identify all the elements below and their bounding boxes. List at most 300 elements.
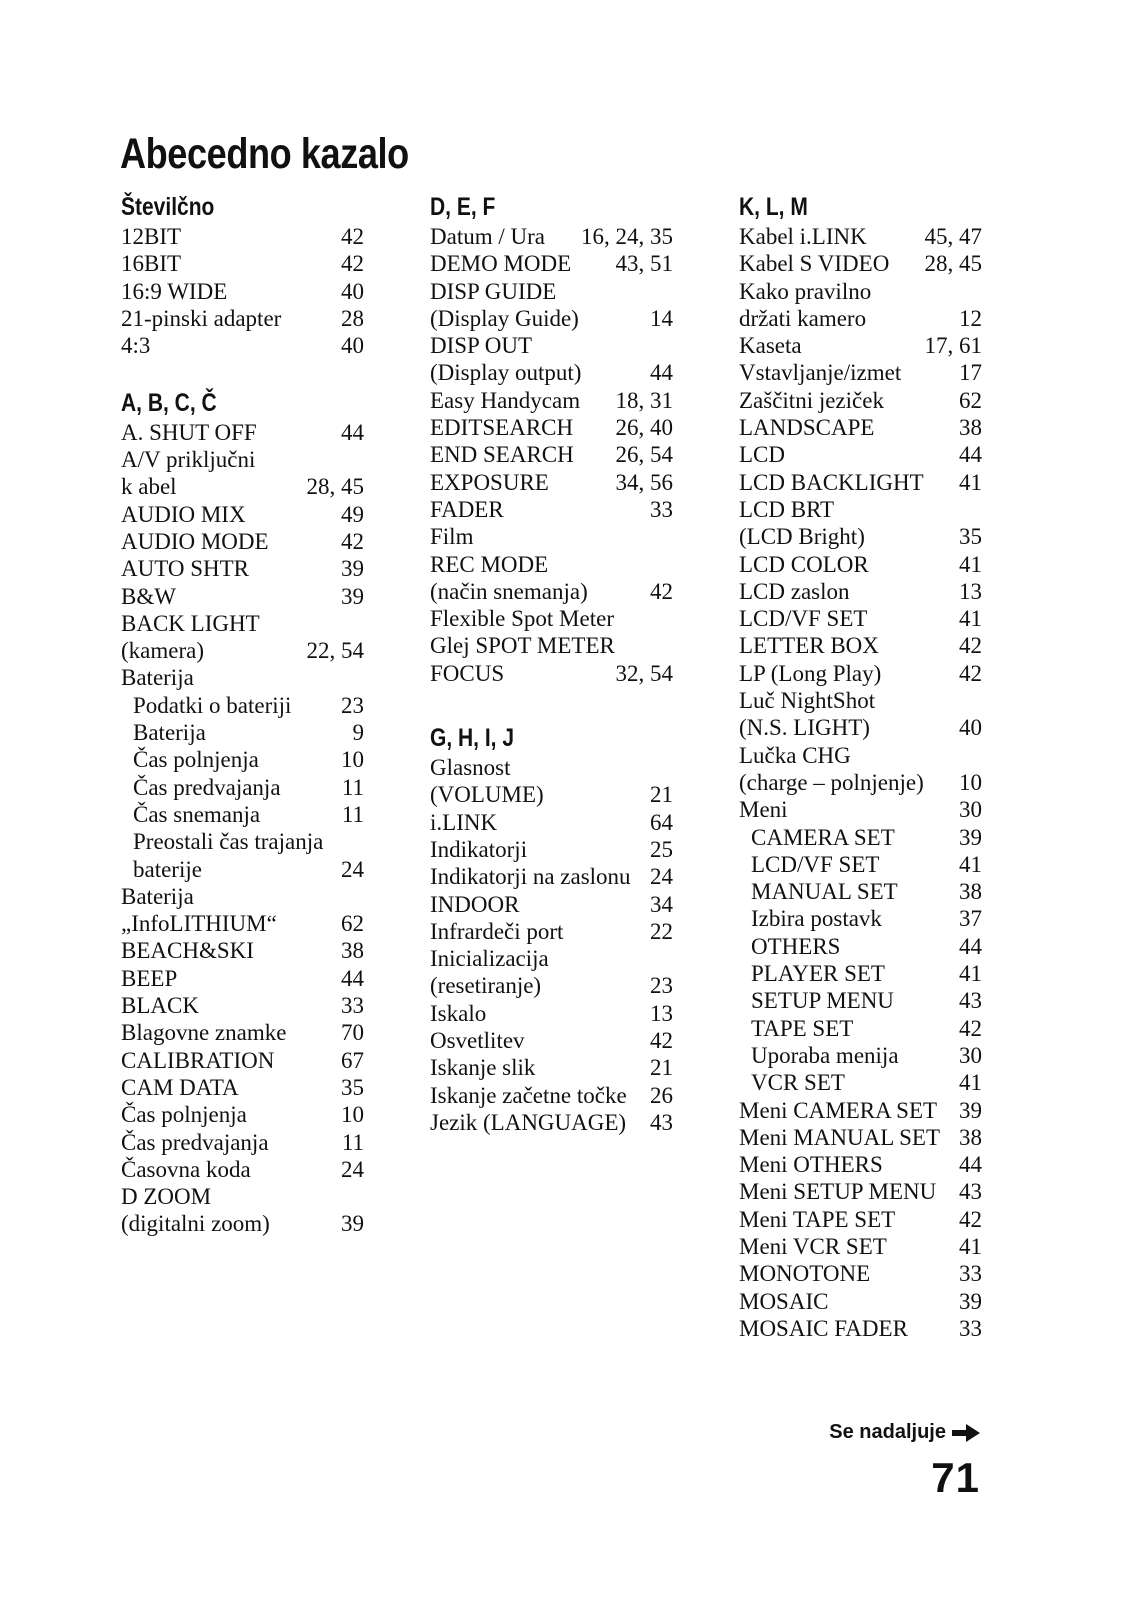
entry-term: Lučka CHG [739, 742, 851, 768]
index-entry [121, 992, 364, 1019]
index-entry [739, 332, 982, 359]
index-column-1 [121, 191, 364, 1238]
index-entry [121, 883, 364, 910]
index-entry [739, 1151, 982, 1178]
entry-term: Iskalo [430, 1000, 487, 1026]
entry-pages: 45, 47 [924, 224, 982, 249]
continued-label: Se nadaljuje [829, 1421, 946, 1443]
entry-pages: 70 [341, 1020, 364, 1046]
entry-pages: 44 [650, 360, 673, 386]
index-entry [121, 965, 364, 992]
entry-term: MONOTONE [739, 1261, 871, 1287]
entry-pages: 33 [959, 1261, 982, 1287]
entry-pages: 41 [959, 469, 982, 495]
entry-pages: 9 [352, 720, 364, 746]
entry-pages: 64 [650, 809, 673, 835]
index-subentry [121, 801, 364, 828]
entry-pages: 23 [341, 692, 364, 718]
entry-pages: 35 [959, 524, 982, 550]
entry-pages: 32, 54 [615, 660, 673, 686]
entry-term: VCR SET [751, 1070, 845, 1096]
entry-pages: 42 [959, 633, 982, 659]
entry-term: 4:3 [121, 333, 151, 359]
index-entry [739, 742, 982, 769]
index-entry [430, 278, 673, 305]
index-entry [430, 632, 673, 659]
entry-pages: 41 [959, 961, 982, 987]
index-entry [739, 523, 982, 550]
entry-term: Čas polnjenja [121, 1102, 247, 1128]
index-entry [430, 809, 673, 836]
entry-pages: 42 [959, 1015, 982, 1041]
entry-term: (Display Guide) [430, 305, 579, 331]
index-entry [121, 250, 364, 277]
index-entry [430, 469, 673, 496]
entry-pages: 43 [959, 1179, 982, 1205]
entry-term: Kako pravilno [739, 278, 872, 304]
index-entry [121, 583, 364, 610]
section-spacer [430, 687, 673, 722]
index-entry [121, 501, 364, 528]
page-number: 71 [931, 1454, 980, 1501]
entry-pages: 62 [341, 911, 364, 937]
entry-pages: 38 [341, 938, 364, 964]
entry-term: AUDIO MODE [121, 528, 269, 554]
entry-pages: 25 [650, 836, 673, 862]
entry-pages: 14 [650, 305, 673, 331]
entry-term: PLAYER SET [751, 961, 885, 987]
entry-term: Iskanje začetne točke [430, 1082, 627, 1108]
entry-term: LCD/VF SET [751, 851, 880, 877]
index-entry [430, 1082, 673, 1109]
entry-pages: 38 [959, 879, 982, 905]
index-entry [430, 387, 673, 414]
entry-term: Indikatorji na zaslonu [430, 864, 631, 890]
entry-pages: 24 [341, 1156, 364, 1182]
entry-term: Uporaba menija [751, 1042, 899, 1068]
entry-term: 21-pinski adapter [121, 305, 282, 331]
index-entry [739, 632, 982, 659]
entry-pages: 11 [341, 1129, 364, 1155]
entry-term: Meni CAMERA SET [739, 1097, 938, 1123]
entry-term: Podatki o bateriji [133, 692, 292, 718]
index-subentry [739, 1069, 982, 1096]
entry-term: Baterija [133, 720, 206, 746]
entry-term: Meni [739, 797, 788, 823]
entry-pages: 21 [650, 1055, 673, 1081]
entry-term: MANUAL SET [751, 879, 898, 905]
index-entry [739, 305, 982, 332]
entry-pages: 26, 40 [615, 415, 673, 441]
index-entry [430, 945, 673, 972]
index-entry [739, 605, 982, 632]
entry-pages: 24 [341, 856, 364, 882]
index-subentry [121, 828, 364, 855]
entry-term: (kamera) [121, 638, 204, 664]
section-heading: D, E, F [430, 193, 496, 221]
index-subentry [739, 878, 982, 905]
index-entry [430, 250, 673, 277]
entry-pages: 44 [959, 442, 982, 468]
section-heading: A, B, C, Č [121, 388, 217, 417]
entry-term: i.LINK [430, 809, 498, 835]
entry-term: Baterija [121, 665, 194, 691]
entry-term: držati kamero [739, 305, 867, 331]
index-entry [121, 637, 364, 664]
index-entry [739, 660, 982, 687]
index-entry [739, 796, 982, 823]
continued-indicator [829, 1421, 980, 1444]
entry-term: LCD BACKLIGHT [739, 469, 924, 495]
entry-term: (način snemanja) [430, 578, 588, 604]
entry-pages: 22 [650, 918, 673, 944]
index-entry [739, 687, 982, 714]
index-subentry [739, 933, 982, 960]
entry-term: Meni TAPE SET [739, 1206, 896, 1232]
entry-pages: 33 [341, 993, 364, 1019]
index-entry [430, 605, 673, 632]
entry-pages: 43 [650, 1109, 673, 1135]
entry-pages: 33 [959, 1315, 982, 1341]
entry-pages: 12 [959, 305, 982, 331]
index-entry [739, 469, 982, 496]
entry-pages: 44 [959, 1152, 982, 1178]
entry-term: Indikatorji [430, 836, 528, 862]
entry-term: (digitalni zoom) [121, 1211, 270, 1237]
index-subentry [739, 824, 982, 851]
index-entry [121, 1074, 364, 1101]
entry-term: FOCUS [430, 660, 505, 686]
index-entry [739, 278, 982, 305]
entry-term: MOSAIC [739, 1288, 829, 1314]
entry-term: FADER [430, 496, 504, 522]
index-entry [739, 1206, 982, 1233]
entry-term: INDOOR [430, 891, 520, 917]
entry-term: AUDIO MIX [121, 501, 246, 527]
index-entry [121, 937, 364, 964]
entry-term: Baterija [121, 883, 194, 909]
entry-pages: 40 [341, 278, 364, 304]
entry-term: Izbira postavk [751, 906, 882, 932]
index-entry [739, 578, 982, 605]
entry-pages: 16, 24, 35 [581, 224, 673, 249]
entry-pages: 44 [341, 419, 364, 445]
entry-pages: 11 [341, 774, 364, 800]
index-entry [739, 441, 982, 468]
index-entry [430, 1027, 673, 1054]
section-heading: K, L, M [739, 193, 808, 221]
entry-pages: 42 [341, 251, 364, 277]
index-entry [739, 714, 982, 741]
index-entry [430, 223, 673, 250]
index-entry [430, 551, 673, 578]
entry-term: Blagovne znamke [121, 1020, 287, 1046]
entry-pages: 44 [341, 965, 364, 991]
index-entry [739, 1288, 982, 1315]
index-entry [430, 441, 673, 468]
entry-pages: 39 [341, 556, 364, 582]
entry-term: BEACH&SKI [121, 938, 254, 964]
entry-term: Film [430, 524, 474, 550]
entry-pages: 67 [341, 1047, 364, 1073]
index-subentry [739, 905, 982, 932]
entry-term: baterije [133, 856, 202, 882]
entry-term: D ZOOM [121, 1184, 212, 1210]
entry-term: Čas polnjenja [133, 747, 259, 773]
entry-term: DEMO MODE [430, 251, 572, 277]
entry-term: k abel [121, 474, 177, 500]
entry-term: Meni SETUP MENU [739, 1179, 937, 1205]
index-entry [430, 523, 673, 550]
entry-pages: 41 [959, 1070, 982, 1096]
entry-term: Iskanje slik [430, 1055, 536, 1081]
index-entry [739, 387, 982, 414]
index-subentry [739, 987, 982, 1014]
entry-pages: 28 [341, 305, 364, 331]
entry-term: LANDSCAPE [739, 415, 875, 441]
entry-term: Osvetlitev [430, 1028, 525, 1054]
entry-pages: 37 [959, 906, 982, 932]
entry-pages: 22, 54 [306, 638, 364, 664]
index-entry [121, 278, 364, 305]
index-entry [430, 496, 673, 523]
index-subentry [121, 856, 364, 883]
index-entry [739, 551, 982, 578]
index-entry [739, 414, 982, 441]
entry-term: OTHERS [751, 933, 841, 959]
entry-term: Easy Handycam [430, 387, 581, 413]
entry-pages: 39 [341, 583, 364, 609]
entry-term: Inicializacija [430, 946, 549, 972]
index-entry [430, 1000, 673, 1027]
index-entry [430, 359, 673, 386]
entry-term: Zaščitni jeziček [739, 387, 884, 413]
entry-term: 16:9 WIDE [121, 278, 228, 304]
entry-term: Meni VCR SET [739, 1233, 887, 1259]
index-entry [121, 1047, 364, 1074]
index-entry [430, 660, 673, 687]
index-subentry [739, 960, 982, 987]
index-subentry [739, 1015, 982, 1042]
entry-term: Preostali čas trajanja [133, 829, 324, 855]
entry-term: Glasnost [430, 755, 511, 781]
index-entry [121, 1156, 364, 1183]
entry-pages: 43, 51 [615, 251, 673, 277]
entry-term: (LCD Bright) [739, 524, 865, 550]
entry-term: Glej SPOT METER [430, 633, 615, 659]
index-subentry [739, 851, 982, 878]
entry-pages: 17 [959, 360, 982, 386]
entry-pages: 44 [959, 933, 982, 959]
index-entry [430, 918, 673, 945]
index-entry [121, 555, 364, 582]
entry-term: DISP GUIDE [430, 278, 557, 304]
entry-pages: 10 [341, 747, 364, 773]
index-entry [739, 223, 982, 250]
entry-term: 12BIT [121, 224, 182, 249]
entry-pages: 39 [959, 1097, 982, 1123]
index-entry [430, 578, 673, 605]
entry-term: CALIBRATION [121, 1047, 275, 1073]
entry-pages: 41 [959, 1233, 982, 1259]
entry-term: Čas predvajanja [133, 774, 281, 800]
index-entry [739, 359, 982, 386]
section-spacer [121, 359, 364, 386]
index-entry [121, 305, 364, 332]
entry-term: Čas predvajanja [121, 1129, 269, 1155]
entry-term: DISP OUT [430, 333, 533, 359]
entry-pages: 41 [959, 851, 982, 877]
index-entry [739, 1260, 982, 1287]
index-entry [430, 781, 673, 808]
entry-term: (charge – polnjenje) [739, 769, 924, 795]
entry-pages: 42 [341, 528, 364, 554]
entry-pages: 40 [959, 715, 982, 741]
index-entry [430, 972, 673, 999]
entry-pages: 21 [650, 782, 673, 808]
entry-term: TAPE SET [751, 1015, 854, 1041]
section-heading: G, H, I, J [430, 724, 515, 753]
entry-term: LP (Long Play) [739, 660, 882, 686]
entry-pages: 42 [650, 1028, 673, 1054]
entry-term: Meni MANUAL SET [739, 1124, 941, 1150]
entry-pages: 39 [959, 1288, 982, 1314]
index-column-3 [739, 191, 982, 1342]
entry-term: EDITSEARCH [430, 415, 574, 441]
entry-term: 16BIT [121, 251, 182, 277]
index-entry [121, 1019, 364, 1046]
entry-term: Meni OTHERS [739, 1152, 883, 1178]
entry-term: A/V priključni [121, 447, 256, 473]
entry-pages: 41 [959, 606, 982, 632]
entry-pages: 38 [959, 415, 982, 441]
entry-term: LCD/VF SET [739, 606, 868, 632]
entry-pages: 42 [341, 224, 364, 249]
index-entry [121, 473, 364, 500]
entry-term: Jezik (LANGUAGE) [430, 1109, 627, 1135]
index-entry [430, 1109, 673, 1136]
entry-pages: 26, 54 [615, 442, 673, 468]
index-entry [739, 1233, 982, 1260]
index-subentry [121, 692, 364, 719]
index-entry [121, 446, 364, 473]
entry-pages: 10 [341, 1102, 364, 1128]
entry-term: „InfoLITHIUM“ [121, 911, 277, 937]
entry-term: BACK LIGHT [121, 610, 260, 636]
entry-pages: 17, 61 [924, 333, 982, 359]
entry-pages: 35 [341, 1074, 364, 1100]
index-entry [739, 769, 982, 796]
entry-term: LCD BRT [739, 496, 835, 522]
entry-term: Flexible Spot Meter [430, 606, 614, 632]
entry-pages: 13 [959, 578, 982, 604]
entry-term: B&W [121, 583, 176, 609]
entry-pages: 62 [959, 387, 982, 413]
entry-term: Luč NightShot [739, 688, 876, 714]
entry-pages: 40 [341, 333, 364, 359]
entry-term: REC MODE [430, 551, 549, 577]
index-entry [121, 1210, 364, 1237]
entry-pages: 41 [959, 551, 982, 577]
entry-term: LCD COLOR [739, 551, 869, 577]
index-entry [739, 250, 982, 277]
index-entry [430, 891, 673, 918]
index-entry [430, 332, 673, 359]
entry-pages: 39 [341, 1211, 364, 1237]
index-entry [430, 754, 673, 781]
entry-term: (VOLUME) [430, 782, 544, 808]
index-column-2 [430, 191, 673, 1136]
section-heading: Številčno [121, 193, 215, 221]
entry-term: Čas snemanja [133, 801, 261, 827]
entry-term: BEEP [121, 965, 178, 991]
page-title: Abecedno kazalo [120, 129, 409, 178]
index-entry [430, 1054, 673, 1081]
entry-pages: 34, 56 [615, 469, 673, 495]
entry-term: CAM DATA [121, 1074, 239, 1100]
entry-term: (Display output) [430, 360, 582, 386]
entry-pages: 34 [650, 891, 673, 917]
index-entry [121, 1129, 364, 1156]
entry-pages: 26 [650, 1082, 673, 1108]
entry-pages: 42 [650, 578, 673, 604]
entry-term: BLACK [121, 993, 199, 1019]
entry-term: Kaseta [739, 333, 802, 359]
index-entry [739, 1097, 982, 1124]
index-entry [121, 910, 364, 937]
entry-pages: 42 [959, 1206, 982, 1232]
entry-term: A. SHUT OFF [121, 419, 257, 445]
entry-term: SETUP MENU [751, 988, 894, 1014]
index-entry [121, 664, 364, 691]
entry-pages: 24 [650, 864, 673, 890]
entry-term: LCD [739, 442, 785, 468]
entry-pages: 39 [959, 824, 982, 850]
index-subentry [121, 774, 364, 801]
entry-pages: 28, 45 [306, 474, 364, 500]
entry-pages: 49 [341, 501, 364, 527]
index-subentry [121, 719, 364, 746]
entry-pages: 43 [959, 988, 982, 1014]
index-entry [739, 1124, 982, 1151]
index-entry [121, 223, 364, 250]
entry-term: MOSAIC FADER [739, 1315, 908, 1341]
index-entry [121, 1101, 364, 1128]
index-entry [121, 610, 364, 637]
entry-term: AUTO SHTR [121, 556, 250, 582]
entry-term: END SEARCH [430, 442, 574, 468]
entry-pages: 18, 31 [615, 387, 673, 413]
entry-pages: 38 [959, 1124, 982, 1150]
entry-pages: 28, 45 [924, 251, 982, 277]
index-entry [739, 496, 982, 523]
index-subentry [121, 746, 364, 773]
index-entry [430, 414, 673, 441]
index-entry [430, 836, 673, 863]
entry-pages: 11 [341, 801, 364, 827]
index-entry [121, 528, 364, 555]
entry-term: LETTER BOX [739, 633, 879, 659]
entry-term: Časovna koda [121, 1156, 251, 1182]
entry-pages: 30 [959, 797, 982, 823]
index-entry [121, 419, 364, 446]
index-entry [430, 863, 673, 890]
entry-pages: 33 [650, 496, 673, 522]
entry-term: CAMERA SET [751, 824, 895, 850]
entry-pages: 13 [650, 1000, 673, 1026]
index-entry [121, 1183, 364, 1210]
entry-term: EXPOSURE [430, 469, 549, 495]
